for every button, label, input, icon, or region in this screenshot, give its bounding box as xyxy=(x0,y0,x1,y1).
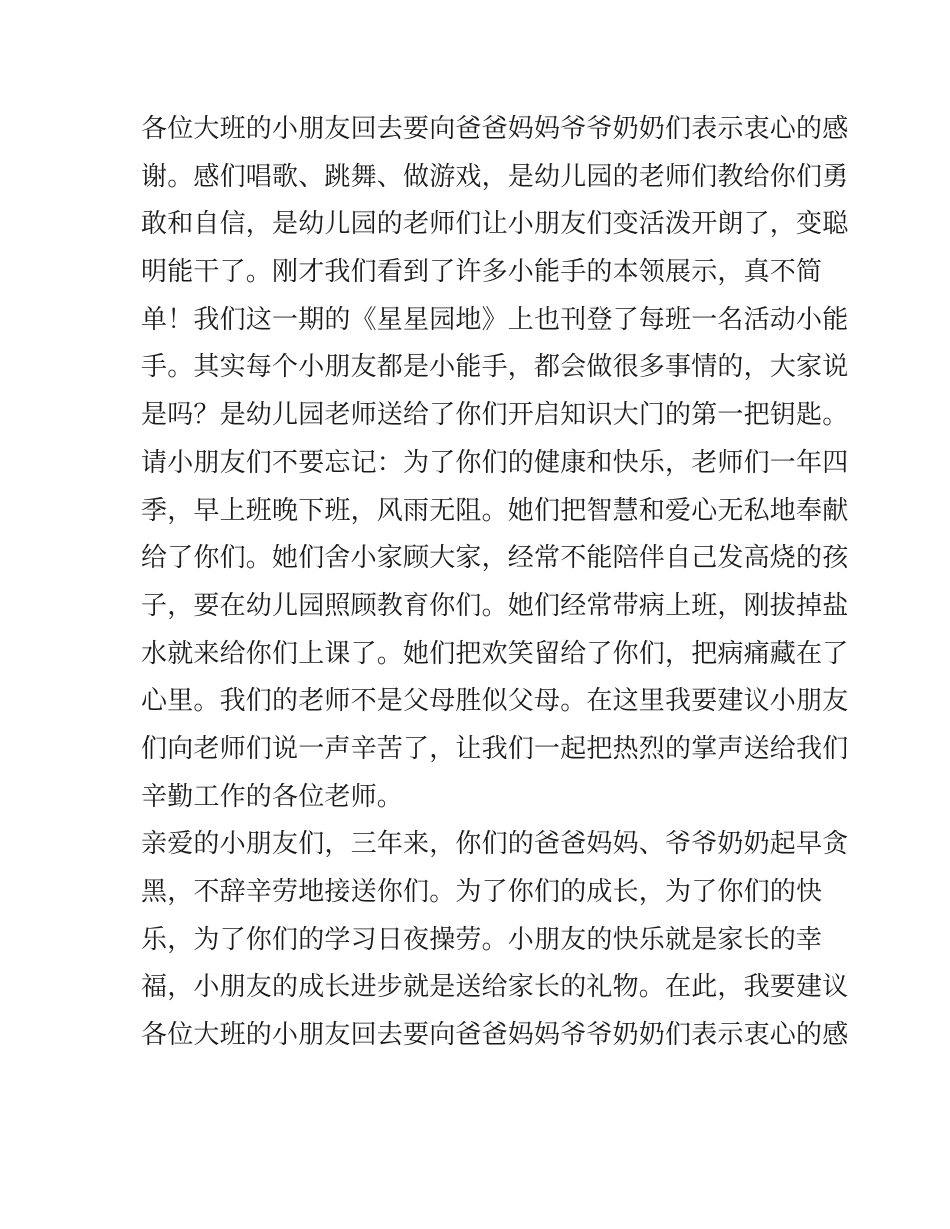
text-line-11: 子，要在幼儿园照顾教育你们。她们经常带病上班，刚拔掉盐 xyxy=(141,590,849,621)
text-line-4: 明能干了。刚才我们看到了许多小能手的本领展示，真不简 xyxy=(141,257,823,288)
text-line-13: 心里。我们的老师不是父母胜似父母。在这里我要建议小朋友 xyxy=(141,686,849,717)
body-text xyxy=(141,106,849,1060)
text-line-17: 黑，不辞辛劳地接送你们。为了你们的成长，为了你们的快 xyxy=(141,877,823,907)
text-line-1: 各位大班的小朋友回去要向爸爸妈妈爷爷奶奶们表示衷心的感 xyxy=(141,114,849,144)
text-line-9: 季，早上班晚下班，风雨无阻。她们把智慧和爱心无私地奉献 xyxy=(141,495,849,526)
text-line-7: 是吗？是幼儿园老师送给了你们开启知识大门的第一把钥匙。 xyxy=(141,400,849,431)
text-line-3: 敢和自信，是幼儿园的老师们让小朋友们变活泼开朗了，变聪 xyxy=(141,209,849,240)
text-line-19: 福，小朋友的成长进步就是送给家长的礼物。在此，我要建议 xyxy=(141,972,849,1003)
text-line-6: 手。其实每个小朋友都是小能手，都会做很多事情的，大家说 xyxy=(141,352,849,383)
text-line-20: 各位大班的小朋友回去要向爸爸妈妈爷爷奶奶们表示衷心的感 xyxy=(141,1020,849,1051)
text-line-14: 们向老师们说一声辛苦了，让我们一起把热烈的掌声送给我们 xyxy=(141,733,849,764)
text-line-5: 单！我们这一期的《星星园地》上也刊登了每班一名活动小能 xyxy=(141,304,849,335)
text-line-16: 亲爱的小朋友们，三年来，你们的爸爸妈妈、爷爷奶奶起早贪 xyxy=(141,829,849,860)
text-line-15: 辛勤工作的各位老师。 xyxy=(141,781,404,812)
text-line-12: 水就来给你们上课了。她们把欢笑留给了你们，把病痛藏在了 xyxy=(141,638,849,669)
text-line-18: 乐，为了你们的学习日夜操劳。小朋友的快乐就是家长的幸 xyxy=(141,924,823,955)
text-line-8: 请小朋友们不要忘记：为了你们的健康和快乐，老师们一年四 xyxy=(141,447,849,478)
text-line-10: 给了你们。她们舍小家顾大家，经常不能陪伴自己发高烧的孩 xyxy=(141,543,849,574)
text-line-2: 谢。感们唱歌、跳舞、做游戏，是幼儿园的老师们教给你们勇 xyxy=(141,161,849,192)
